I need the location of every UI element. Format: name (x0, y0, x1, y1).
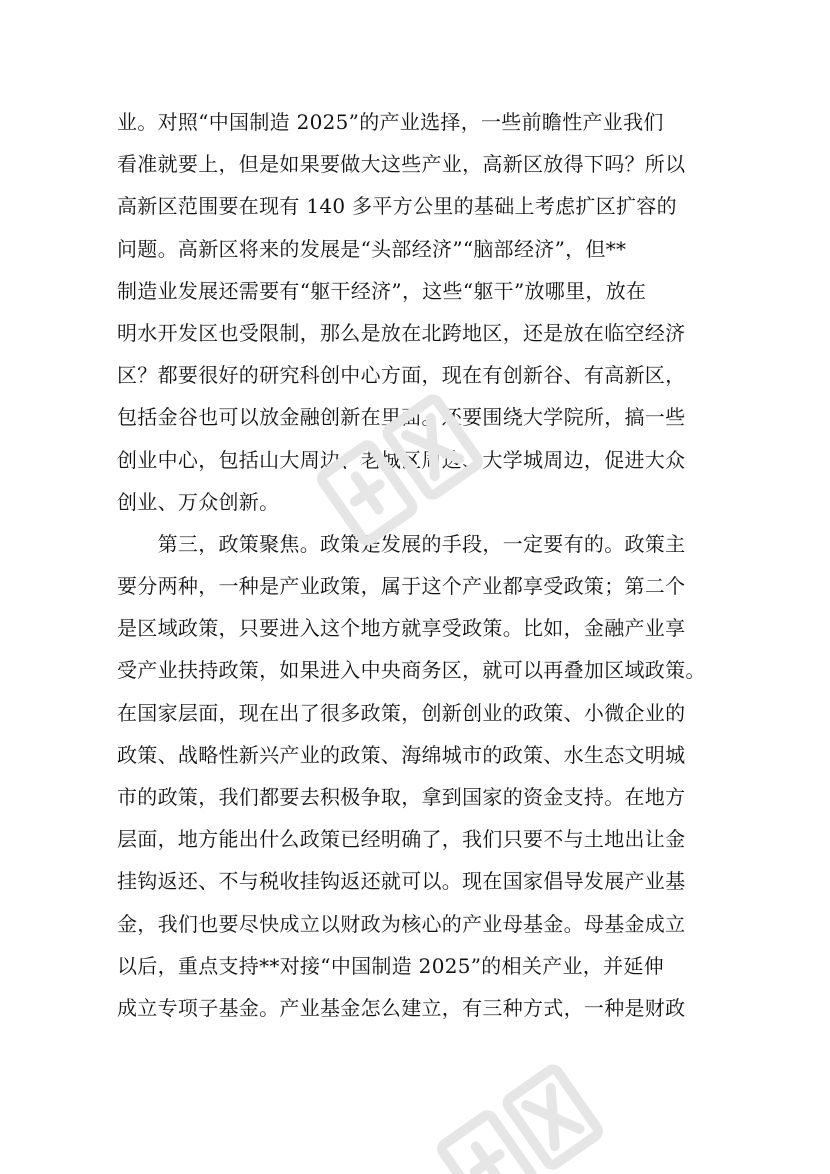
text-line: 创业、万众创新。 (117, 489, 280, 514)
text-line: 挂钩返还、不与税收挂钩返还就可以。现在国家倡导发展产业基 (117, 869, 686, 894)
text-line: 问题。高新区将来的发展是“头部经济”“脑部经济”，但** (117, 236, 627, 261)
text-line: 在国家层面，现在出了很多政策，创新创业的政策、小微企业的 (117, 700, 686, 725)
text-line: 区？都要很好的研究科创中心方面，现在有创新谷、有高新区， (117, 363, 686, 388)
text-line: 包括金谷也可以放金融创新在里面。还要围绕大学院所，搞一些 (117, 405, 686, 430)
watermark-stamp-mark (440, 1067, 601, 1174)
text-line: 政策、战略性新兴产业的政策、海绵城市的政策、水生态文明城 (117, 742, 686, 767)
text-line: 以后，重点支持**对接“中国制造 2025”的相关产业，并延伸 (117, 953, 665, 978)
text-line: 高新区范围要在现有 140 多平方公里的基础上考虑扩区扩容的 (117, 194, 677, 219)
text-line: 第三，政策聚焦。政策是发展的手段，一定要有的。政策主 (117, 531, 686, 556)
text-line: 要分两种，一种是产业政策，属于这个产业都享受政策；第二个 (117, 574, 686, 599)
text-line: 层面，地方能出什么政策已经明确了，我们只要不与土地出让金 (117, 827, 686, 852)
text-line: 金，我们也要尽快成立以财政为核心的产业母基金。母基金成立 (117, 911, 686, 936)
text-line: 市的政策，我们都要去积极争取，拿到国家的资金支持。在地方 (117, 785, 686, 809)
text-line: 成立专项子基金。产业基金怎么建立，有三种方式，一种是财政 (117, 995, 686, 1020)
text-line: 创业中心，包括山大周边、老城区周边、大学城周边，促进大众 (117, 447, 686, 472)
text-line: 制造业发展还需要有“躯干经济”，这些“躯干”放哪里，放在 (117, 278, 647, 303)
text-line: 是区域政策，只要进入这个地方就享受政策。比如，金融产业享 (117, 616, 686, 641)
text-line: 明水开发区也受限制，那么是放在北跨地区，还是放在临空经济 (117, 320, 686, 345)
text-line: 看准就要上，但是如果要做大这些产业，高新区放得下吗？所以 (117, 152, 686, 177)
text-line: 受产业扶持政策，如果进入中央商务区，就可以再叠加区域政策。 (117, 658, 706, 683)
body-text (117, 101, 717, 1029)
text-line: 业。对照“中国制造 2025”的产业选择，一些前瞻性产业我们 (117, 110, 664, 134)
